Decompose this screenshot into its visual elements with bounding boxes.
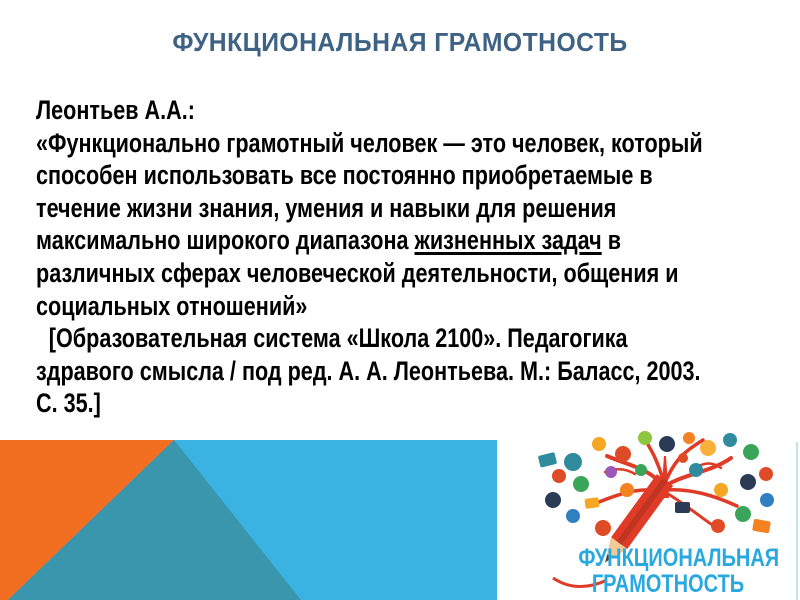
- logo-caption-line-2: ГРАМОТНОСТЬ: [591, 570, 745, 598]
- citation-line-1: [Образовательная система «Школа 2100». Педагогика: [48, 323, 628, 354]
- quote-line-1: «Функционально грамотный человек — это человек, который: [36, 127, 703, 158]
- quote-line-4-post: в: [601, 225, 621, 256]
- quote-line-5: различных сферах человеческой деятельности, общения и: [36, 257, 679, 288]
- citation-line-2: здравого смысла / под ред. А. А. Леонтьева. М.: Баласс, 2003.: [36, 355, 701, 386]
- underlined-phrase: жизненных задач: [414, 225, 602, 256]
- quote-author: Леонтьев А.А.:: [36, 95, 195, 125]
- logo-caption-line-1: ФУНКЦИОНАЛЬНАЯ: [578, 544, 780, 572]
- decorative-banner: [0, 440, 497, 600]
- slide-title: ФУНКЦИОНАЛЬНАЯ ГРАМОТНОСТЬ: [172, 27, 628, 57]
- quote-block: [36, 94, 740, 420]
- quote-line-4: [36, 224, 740, 257]
- quote-line-3: течение жизни знания, умения и навыки для решения: [36, 192, 617, 223]
- logo-caption: [578, 544, 780, 598]
- quote-line-4-pre: максимально широкого диапазона: [36, 225, 415, 256]
- citation-line-3: С. 35.]: [36, 388, 101, 419]
- quote-line-6: социальных отношений»: [36, 290, 308, 321]
- quote-line-2: способен использовать все постоянно приобретаемые в: [36, 160, 653, 191]
